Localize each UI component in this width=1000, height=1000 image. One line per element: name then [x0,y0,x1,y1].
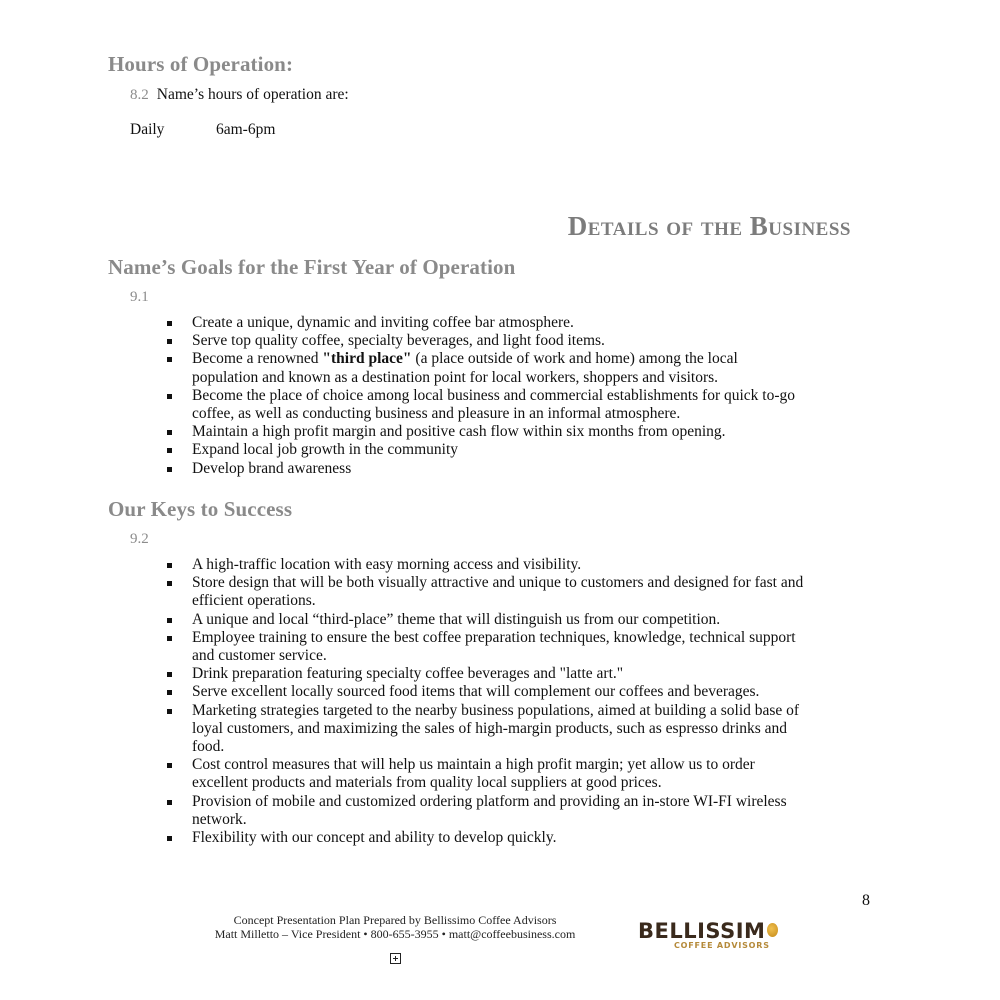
emphasis-third-place: "third place" [322,350,412,368]
section-number: 9.2 [130,531,149,547]
list-item: Expand local job growth in the community [164,441,864,459]
hours-time: 6am-6pm [216,121,276,138]
details-title: Details of the Business [567,211,851,241]
list-item: A high-traffic location with easy morning access and visibility. [164,556,864,574]
goals-list [164,314,864,478]
logo-wordmark: BELLISSIM [638,921,778,941]
keys-list [164,556,864,847]
hours-day: Daily [130,121,165,138]
hours-intro-row [130,86,349,104]
bullet-icon [167,448,172,453]
coffee-bean-icon [767,923,778,937]
bullet-icon [167,467,172,472]
list-item: Store design that will be both visually attractive and unique to customers and designed for fast and efficient operations. [164,574,864,610]
hours-heading: Hours of Operation: [108,52,294,76]
bullet-icon [167,430,172,435]
bullet-icon [167,690,172,695]
hours-intro: Name’s hours of operation are: [156,86,349,103]
plus-box-icon[interactable] [390,953,401,964]
logo-subtitle: COFFEE ADVISORS [674,941,770,950]
goals-heading: Name’s Goals for the First Year of Operation [108,255,516,279]
list-item: Serve excellent locally sourced food items that will complement our coffees and beverages. [164,683,864,701]
footer-credits [210,913,580,941]
list-item: Create a unique, dynamic and inviting coffee bar atmosphere. [164,314,864,332]
section-number: 9.1 [130,289,149,305]
list-item: Develop brand awareness [164,460,864,478]
list-item: Become the place of choice among local business and commercial establishments for quick to-go coffee, as well as conducting business and pleasure in an informal atmosphere. [164,387,864,423]
page-number: 8 [862,892,870,909]
bullet-icon [167,563,172,568]
bullet-icon [167,763,172,768]
bullet-icon [167,709,172,714]
footer-line-1: Concept Presentation Plan Prepared by Bellissimo Coffee Advisors [233,913,557,927]
bellissimo-logo [638,921,778,950]
list-item: Provision of mobile and customized ordering platform and providing an in-store WI-FI wireless network. [164,793,864,829]
bullet-icon [167,339,172,344]
bullet-icon [167,836,172,841]
list-item: Marketing strategies targeted to the nearby business populations, aimed at building a solid base of loyal customers, and maximizing the sales of high-margin products, such as espresso drinks and food. [164,702,864,757]
list-item: Maintain a high profit margin and positive cash flow within six months from opening. [164,423,864,441]
bullet-icon [167,581,172,586]
section-number: 8.2 [130,87,149,103]
list-item: Flexibility with our concept and ability to develop quickly. [164,829,864,847]
list-item: Drink preparation featuring specialty coffee beverages and "latte art." [164,665,864,683]
list-item: Serve top quality coffee, specialty beverages, and light food items. [164,332,864,350]
bullet-icon [167,394,172,399]
bullet-icon [167,800,172,805]
list-item: Become a renowned "third place" (a place outside of work and home) among the local population and known as a destination point for local workers, shoppers and visitors. [164,350,864,386]
footer-line-2: Matt Milletto – Vice President • 800-655-3955 • matt@coffeebusiness.com [214,927,576,941]
list-item: Employee training to ensure the best coffee preparation techniques, knowledge, technical support and customer service. [164,629,864,665]
bullet-icon [167,357,172,362]
bullet-icon [167,618,172,623]
keys-heading: Our Keys to Success [108,497,293,521]
bullet-icon [167,636,172,641]
list-item: A unique and local “third-place” theme that will distinguish us from our competition. [164,611,864,629]
list-item: Cost control measures that will help us maintain a high profit margin; yet allow us to order excellent products and materials from quality local suppliers at good prices. [164,756,864,792]
bullet-icon [167,321,172,326]
bullet-icon [167,672,172,677]
